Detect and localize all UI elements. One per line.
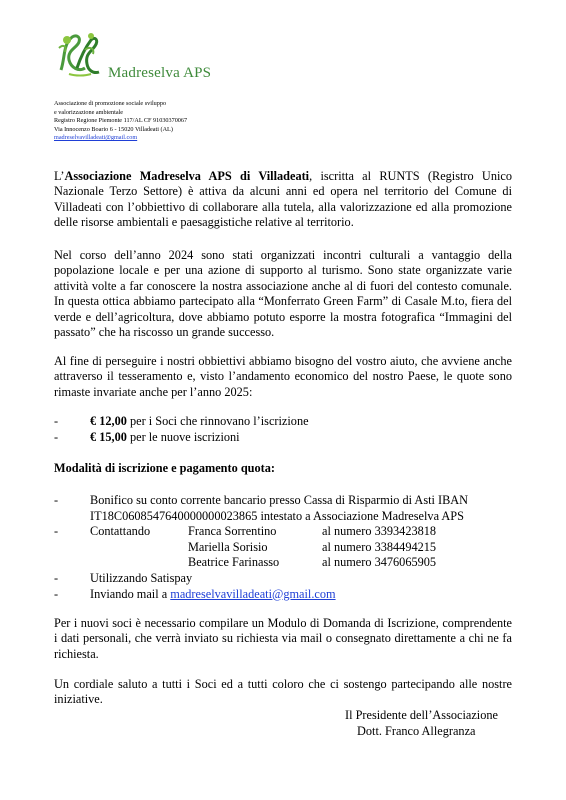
intro-prefix: L’ — [54, 169, 65, 183]
contact-name: Franca Sorrentino — [188, 524, 277, 538]
info-line: Associazione di promozione sociale sviluppo — [54, 100, 167, 107]
closing-paragraph: Un cordiale saluto a tutti i Soci ed a tutti coloro che ci sostengo partecipando alle nostre iniziative. — [54, 677, 512, 707]
mail-prefix: Inviando mail a — [90, 586, 171, 601]
satispay-text: Utilizzando Satispay — [90, 571, 193, 585]
contact-label: Contattando — [90, 524, 151, 539]
fee-text: per le nuove iscrizioni — [126, 429, 240, 444]
logo-name: Madreselva APS — [108, 65, 212, 81]
fee-text: per i Soci che rinnovano l’iscrizione — [126, 414, 309, 428]
association-info — [54, 100, 187, 143]
contact-number: al numero 3393423818 — [322, 524, 437, 538]
list-dash: - — [54, 524, 59, 539]
signature-name: Dott. Franco Allegranza — [357, 724, 476, 738]
bonifico-line-1: Bonifico su conto corrente bancario presso Cassa di Risparmio di Asti IBAN — [90, 493, 469, 507]
association-name: Associazione Madreselva APS di Villadeati — [64, 169, 310, 183]
fee-amount: € 12,00 — [90, 414, 127, 428]
list-dash: - — [54, 493, 59, 507]
intro-text: , iscritta al RUNTS (Registro Unico Nazionale Terzo Settore) è attiva da alcuni anni ed opera nel territorio del Comune di Villadeati con l’obbiettivo di collaborare alla tutela, alla valorizzazione ed alla promozione delle risorse ambientali e paesaggistiche relative al territorio. — [54, 169, 512, 230]
membership-paragraph: Al fine di perseguire i nostri obbiettivi abbiamo bisogno del vostro aiuto, che avviene anche attraverso il tesseramento e, visto l’andamento economico del nostro Paese, le quote sono rimaste invariate anche per l’anno 2025: — [54, 354, 512, 399]
header-email-link[interactable]: madreselvavilladeati@gmail.com — [54, 134, 138, 142]
email-link[interactable]: madreselvavilladeati@gmail.com — [170, 586, 336, 601]
list-dash: - — [54, 429, 59, 444]
fee-item — [54, 414, 309, 430]
list-dash: - — [54, 586, 59, 601]
contact-name: Beatrice Farinasso — [188, 555, 280, 570]
activities-paragraph: Nel corso dell’anno 2024 sono stati organizzati incontri culturali a vantaggio della popolazione locale e per una azione di supporto al turismo. Sono state organizzate varie attività volte a far conoscere la nostra associazione anche al di fuori del contesto comunale. In questa ottica abbiamo partecipato alla “Monferrato Green Farm” di Casale M.to, fiera del verde e dell’agricoltura, dove abbiamo potuto esporre la mostra fotografica “Immagini del passato” che ha riscosso un grande successo. — [54, 248, 512, 340]
info-line: e valorizzazione ambientale — [54, 108, 124, 116]
info-line: Via Innocenzo Boario 6 - 15020 Villadeati (AL) — [54, 125, 173, 133]
fee-item — [54, 430, 309, 446]
fee-list — [54, 414, 309, 445]
intro-paragraph — [54, 169, 512, 231]
payment-list-more — [54, 571, 336, 602]
contact-number: al numero 3476065905 — [322, 555, 437, 570]
list-dash: - — [54, 571, 59, 585]
association-logo — [55, 28, 103, 80]
payment-heading: Modalità di iscrizione e pagamento quota: — [54, 461, 275, 475]
signature-title: Il Presidente dell’Associazione — [345, 708, 498, 722]
payment-item-bonifico — [54, 493, 468, 509]
contact-name: Mariella Sorisio — [188, 539, 268, 554]
bonifico-line-2: IT18C0608547640000000023865 intestato a Associazione Madreselva APS — [90, 508, 464, 523]
payment-item-mail — [54, 587, 336, 603]
new-members-paragraph: Per i nuovi soci è necessario compilare un Modulo di Domanda di Iscrizione, comprendente i dati personali, che verrà inviato su richiesta via mail o consegnato direttamente a chi ne fa richiesta. — [54, 616, 512, 661]
contact-number: al numero 3384494215 — [322, 539, 437, 554]
list-dash: - — [54, 414, 59, 428]
payment-item-satispay — [54, 571, 336, 587]
fee-amount: € 15,00 — [90, 429, 127, 444]
info-line: Registro Regione Piemonte 117/AL CF 91030370067 — [54, 117, 188, 125]
